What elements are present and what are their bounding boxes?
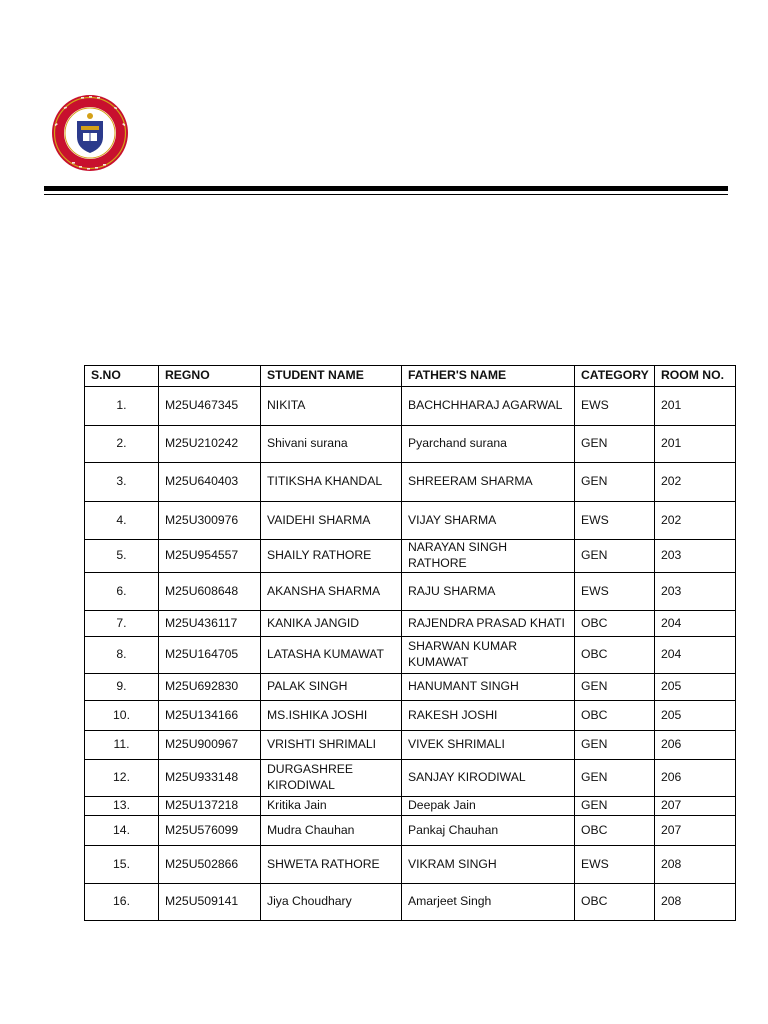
cell-fathers-name: RAKESH JOSHI [402,701,575,731]
cell-room-no: 204 [655,637,736,674]
cell-room-no: 203 [655,540,736,573]
cell-fathers-name: Deepak Jain [402,797,575,816]
table-row [85,816,736,846]
header-category: CATEGORY [575,366,655,387]
cell-sno: 11. [85,731,159,760]
table-row [85,540,736,573]
cell-regno: M25U954557 [159,540,261,573]
table-row [85,426,736,463]
cell-student-name: MS.ISHIKA JOSHI [261,701,402,731]
cell-category: EWS [575,573,655,611]
cell-fathers-name: VIVEK SHRIMALI [402,731,575,760]
table-row [85,884,736,921]
table-row [85,674,736,701]
table-row [85,502,736,540]
cell-fathers-name: Amarjeet Singh [402,884,575,921]
cell-category: OBC [575,637,655,674]
cell-room-no: 208 [655,846,736,884]
cell-regno: M25U300976 [159,502,261,540]
cell-room-no: 204 [655,611,736,637]
cell-regno: M25U467345 [159,387,261,426]
cell-fathers-name: BACHCHHARAJ AGARWAL [402,387,575,426]
cell-category: OBC [575,884,655,921]
header-room-no: ROOM NO. [655,366,736,387]
cell-regno: M25U164705 [159,637,261,674]
table-row [85,760,736,797]
cell-sno: 5. [85,540,159,573]
header-regno: REGNO [159,366,261,387]
cell-room-no: 206 [655,731,736,760]
cell-student-name: AKANSHA SHARMA [261,573,402,611]
cell-student-name: LATASHA KUMAWAT [261,637,402,674]
cell-sno: 12. [85,760,159,797]
table-row [85,701,736,731]
cell-fathers-name: VIKRAM SINGH [402,846,575,884]
cell-room-no: 205 [655,674,736,701]
cell-sno: 7. [85,611,159,637]
cell-student-name: Mudra Chauhan [261,816,402,846]
table-row [85,387,736,426]
cell-fathers-name: SHREERAM SHARMA [402,463,575,502]
cell-room-no: 207 [655,816,736,846]
table-row [85,611,736,637]
cell-category: OBC [575,701,655,731]
header-rule-thick [44,186,728,191]
table-row [85,463,736,502]
cell-regno: M25U502866 [159,846,261,884]
header-fathers-name: FATHER'S NAME [402,366,575,387]
cell-student-name: DURGASHREE KIRODIWAL [261,760,402,797]
student-room-table [84,365,736,921]
cell-room-no: 201 [655,387,736,426]
cell-regno: M25U900967 [159,731,261,760]
cell-student-name: SHWETA RATHORE [261,846,402,884]
cell-sno: 1. [85,387,159,426]
cell-regno: M25U933148 [159,760,261,797]
cell-room-no: 205 [655,701,736,731]
cell-sno: 15. [85,846,159,884]
cell-student-name: KANIKA JANGID [261,611,402,637]
table-body [85,387,736,921]
cell-sno: 2. [85,426,159,463]
header-sno: S.NO [85,366,159,387]
table-row [85,731,736,760]
cell-student-name: Kritika Jain [261,797,402,816]
cell-sno: 3. [85,463,159,502]
cell-category: GEN [575,674,655,701]
cell-regno: M25U137218 [159,797,261,816]
cell-student-name: Jiya Choudhary [261,884,402,921]
cell-regno: M25U576099 [159,816,261,846]
cell-category: GEN [575,760,655,797]
cell-room-no: 207 [655,797,736,816]
table-row [85,573,736,611]
cell-fathers-name: RAJU SHARMA [402,573,575,611]
cell-regno: M25U509141 [159,884,261,921]
cell-fathers-name: SANJAY KIRODIWAL [402,760,575,797]
cell-category: EWS [575,387,655,426]
cell-room-no: 201 [655,426,736,463]
table-row [85,637,736,674]
cell-category: GEN [575,731,655,760]
cell-category: GEN [575,426,655,463]
cell-fathers-name: Pankaj Chauhan [402,816,575,846]
cell-sno: 4. [85,502,159,540]
header-student-name: STUDENT NAME [261,366,402,387]
cell-category: EWS [575,502,655,540]
cell-student-name: VRISHTI SHRIMALI [261,731,402,760]
cell-category: OBC [575,816,655,846]
cell-sno: 8. [85,637,159,674]
cell-student-name: VAIDEHI SHARMA [261,502,402,540]
cell-room-no: 208 [655,884,736,921]
table-row [85,797,736,816]
cell-sno: 16. [85,884,159,921]
cell-regno: M25U608648 [159,573,261,611]
cell-student-name: Shivani surana [261,426,402,463]
cell-regno: M25U692830 [159,674,261,701]
cell-student-name: NIKITA [261,387,402,426]
cell-sno: 9. [85,674,159,701]
cell-fathers-name: NARAYAN SINGH RATHORE [402,540,575,573]
cell-regno: M25U640403 [159,463,261,502]
cell-room-no: 203 [655,573,736,611]
table-row [85,846,736,884]
university-seal-logo [50,93,130,173]
cell-student-name: TITIKSHA KHANDAL [261,463,402,502]
cell-student-name: PALAK SINGH [261,674,402,701]
cell-room-no: 202 [655,463,736,502]
cell-fathers-name: RAJENDRA PRASAD KHATI [402,611,575,637]
cell-sno: 13. [85,797,159,816]
cell-sno: 10. [85,701,159,731]
table-header-row [85,366,736,387]
cell-student-name: SHAILY RATHORE [261,540,402,573]
cell-room-no: 206 [655,760,736,797]
cell-category: EWS [575,846,655,884]
cell-category: GEN [575,463,655,502]
cell-regno: M25U210242 [159,426,261,463]
cell-regno: M25U134166 [159,701,261,731]
cell-fathers-name: HANUMANT SINGH [402,674,575,701]
cell-category: GEN [575,540,655,573]
header-rule-thin [44,194,728,195]
cell-fathers-name: SHARWAN KUMAR KUMAWAT [402,637,575,674]
cell-room-no: 202 [655,502,736,540]
cell-category: OBC [575,611,655,637]
cell-sno: 6. [85,573,159,611]
cell-fathers-name: Pyarchand surana [402,426,575,463]
cell-fathers-name: VIJAY SHARMA [402,502,575,540]
cell-category: GEN [575,797,655,816]
cell-sno: 14. [85,816,159,846]
cell-regno: M25U436117 [159,611,261,637]
